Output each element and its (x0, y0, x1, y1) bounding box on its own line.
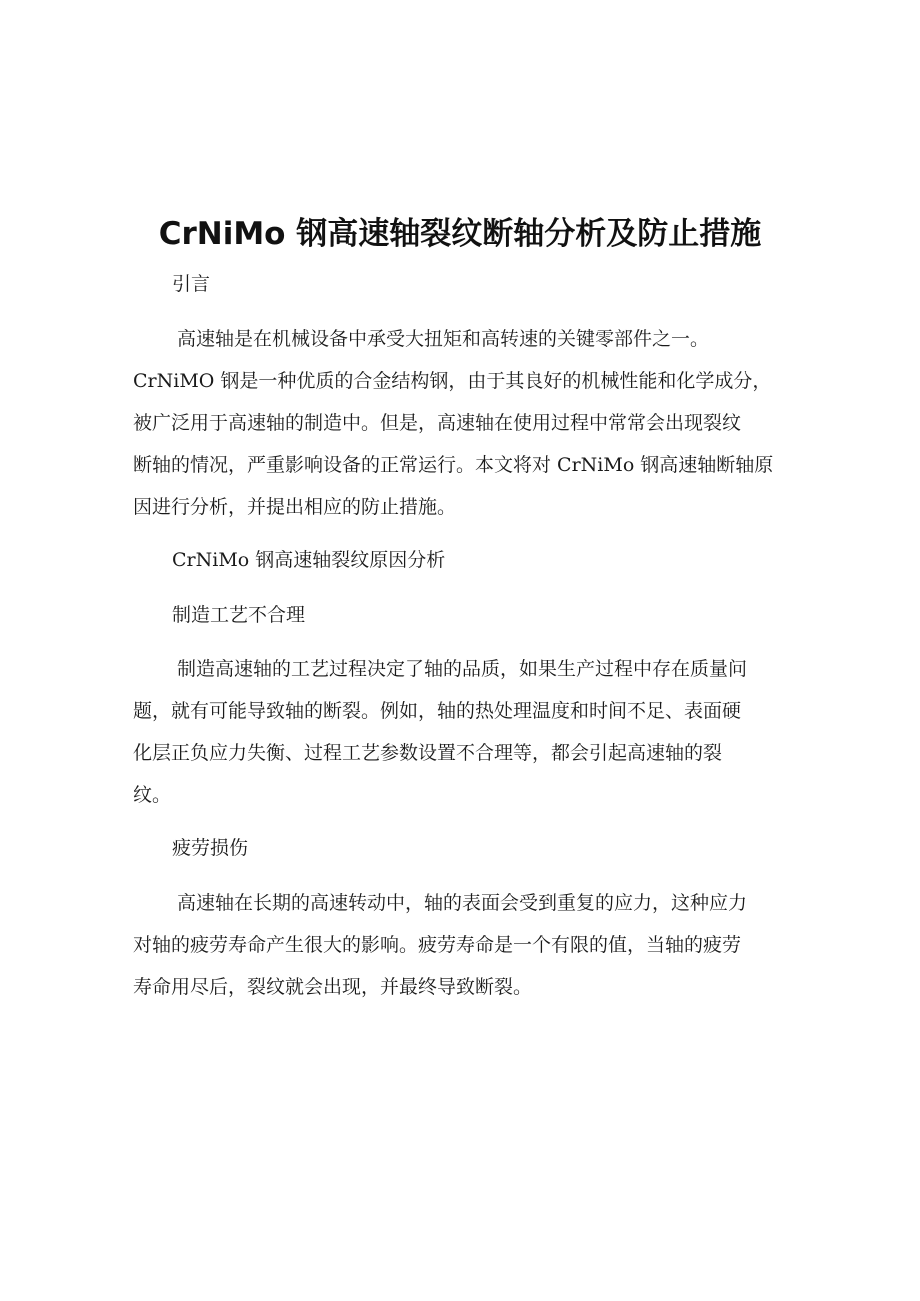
paragraph-line: CrNiMO 钢是一种优质的合金结构钢，由于其良好的机械性能和化学成分， (133, 370, 772, 392)
paragraph-line: 对轴的疲劳寿命产生很大的影响。疲劳寿命是一个有限的值，当轴的疲劳 (133, 934, 742, 956)
section-heading-crack-causes: CrNiMo 钢高速轴裂纹原因分析 (172, 549, 446, 571)
paragraph-fatigue (133, 882, 793, 1008)
paragraph-line: 制造高速轴的工艺过程决定了轴的品质，如果生产过程中存在质量问 (177, 658, 748, 680)
document-title: CrNiMo 钢高速轴裂纹断轴分析及防止措施 (158, 216, 762, 252)
paragraph-line: 化层正负应力失衡、过程工艺参数设置不合理等，都会引起高速轴的裂 (133, 742, 723, 764)
paragraph-line: 被广泛用于高速轴的制造中。但是，高速轴在使用过程中常常会出现裂纹 (133, 412, 742, 434)
paragraph-line: 纹。 (133, 784, 172, 806)
paragraph-manufacturing (133, 648, 793, 816)
section-heading-introduction: 引言 (172, 273, 211, 295)
section-heading-fatigue: 疲劳损伤 (172, 837, 249, 859)
paragraph-line: 高速轴是在机械设备中承受大扭矩和高转速的关键零部件之一。 (177, 328, 710, 350)
paragraph-line: 题，就有可能导致轴的断裂。例如，轴的热处理温度和时间不足、表面硬 (133, 700, 742, 722)
paragraph-line: 高速轴在长期的高速转动中，轴的表面会受到重复的应力，这种应力 (177, 892, 748, 914)
paragraph-line: 断轴的情况，严重影响设备的正常运行。本文将对 CrNiMo 钢高速轴断轴原 (133, 454, 774, 476)
section-heading-manufacturing: 制造工艺不合理 (172, 604, 306, 626)
paragraph-introduction (133, 318, 793, 528)
paragraph-line: 寿命用尽后，裂纹就会出现，并最终导致断裂。 (133, 976, 533, 998)
paragraph-line: 因进行分析，并提出相应的防止措施。 (133, 496, 457, 518)
